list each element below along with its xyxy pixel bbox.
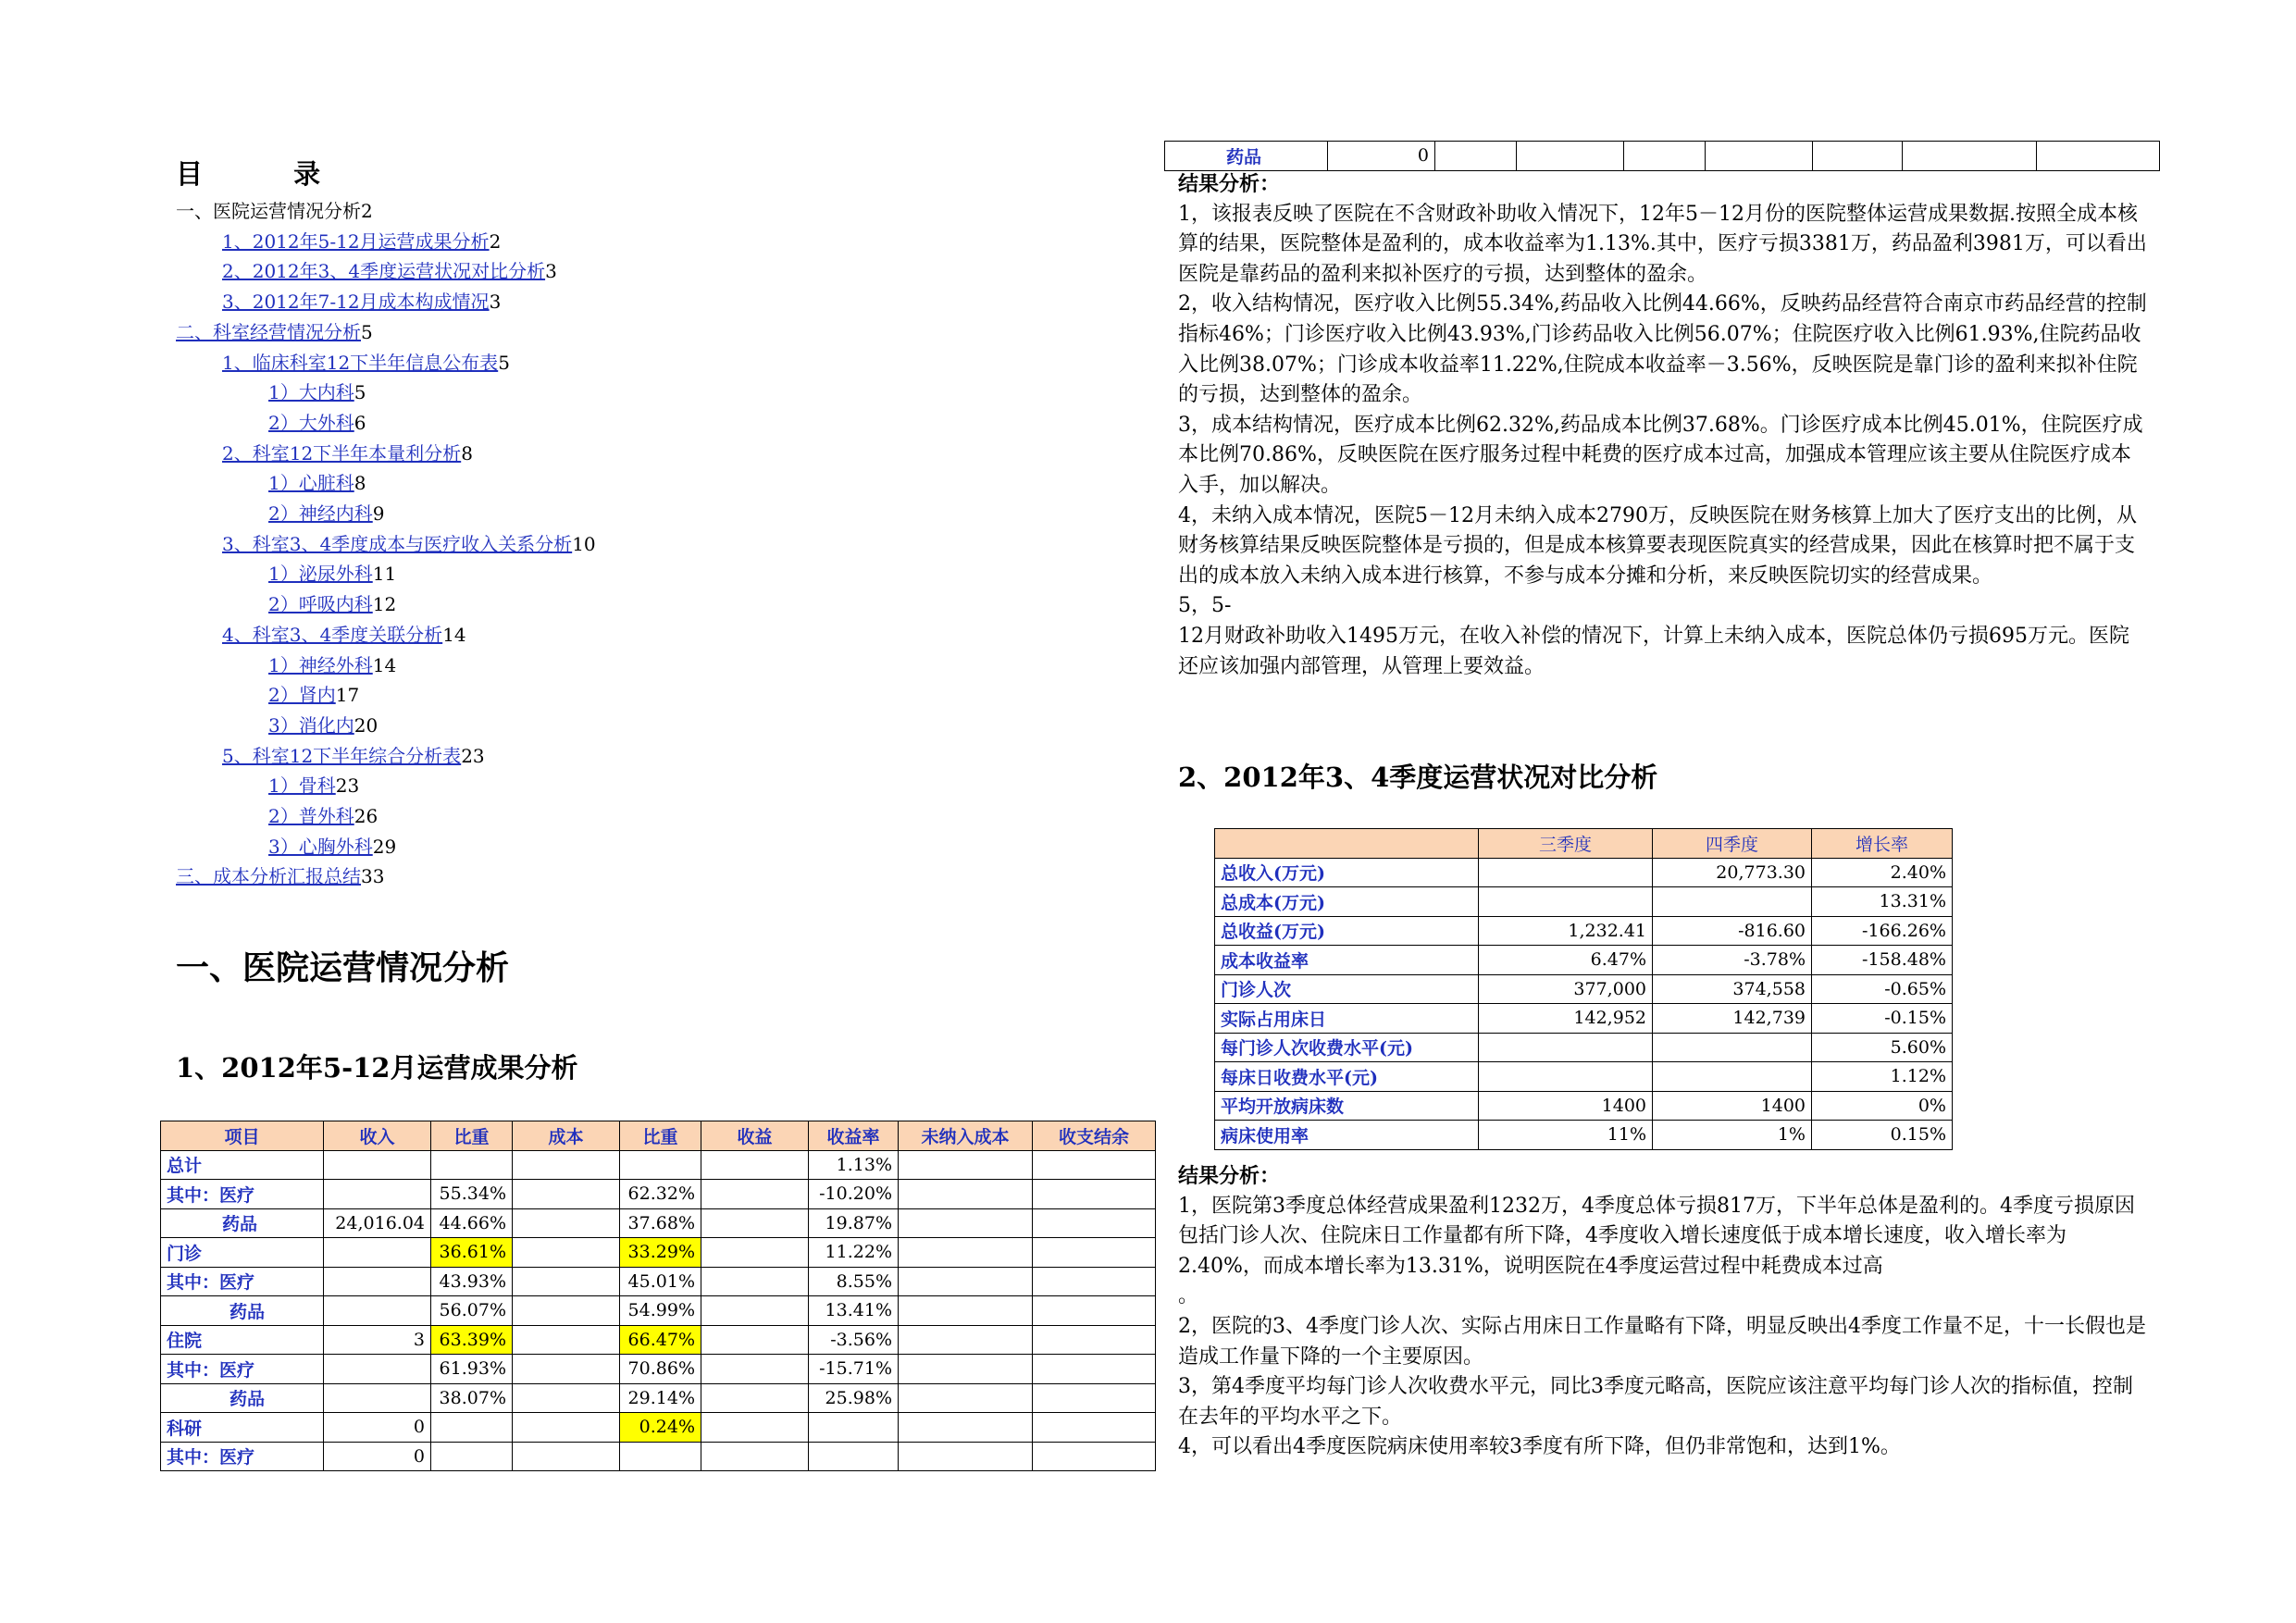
- toc-item: [176, 196, 596, 227]
- table-cell: [513, 1150, 620, 1180]
- table-row: [1215, 916, 1953, 946]
- table-row: [1215, 1033, 1953, 1062]
- toc-link[interactable]: 1、临床科室12下半年信息公布表: [222, 351, 499, 374]
- toc-link[interactable]: 3、科室3、4季度成本与医疗收入关系分析: [222, 532, 573, 555]
- toc-link[interactable]: 二、科室经营情况分析: [176, 320, 361, 343]
- table-cell: [1479, 1062, 1653, 1092]
- column-header: 比重: [431, 1121, 513, 1151]
- analysis-paragraph: 5，5-: [1178, 594, 1232, 618]
- toc-item: [176, 861, 596, 892]
- toc-page-number: 23: [461, 744, 485, 767]
- column-header: 收入: [324, 1121, 431, 1151]
- analysis-paragraph: 12月财政补助收入1495万元，在收入补偿的情况下，计算上未纳入成本，医院总体仍亏损695万元。医院还应该加强内部管理，从管理上要效益。: [1178, 624, 2129, 678]
- table-cell: -0.15%: [1812, 1004, 1953, 1034]
- toc-item: [176, 408, 596, 439]
- table-cell: [1033, 1383, 1156, 1413]
- table-cell: 36.61%: [431, 1238, 513, 1268]
- table-cell: [899, 1238, 1033, 1268]
- table-cell: 29.14%: [620, 1383, 701, 1413]
- table-cell: [620, 1442, 701, 1471]
- table-cell: [324, 1383, 431, 1413]
- table-cell: [513, 1355, 620, 1384]
- table-row: [1215, 858, 1953, 887]
- table-cell: [2037, 142, 2160, 171]
- analysis-paragraph: 1，医院第3季度总体经营成果盈利1232万，4季度总体亏损817万，下半年总体是盈利的。4季度亏损原因包括门诊人次、住院床日工作量都有所下降，4季度收入增长速度低于成本增长速度，收入增长率为2.40%，而成本增长率为13.31%，说明医院在4季度运营过程中耗费成本过高: [1178, 1194, 2135, 1278]
- table-cell: -816.60: [1653, 916, 1812, 946]
- toc-page-number: 5: [354, 381, 366, 404]
- table-cell: 0: [324, 1442, 431, 1471]
- table-cell: 1,232.41: [1479, 916, 1653, 946]
- toc-page-number: 12: [372, 593, 397, 616]
- table-cell: 24,016.04: [324, 1208, 431, 1238]
- column-header: 收益: [701, 1121, 809, 1151]
- column-header: 收支结余: [1033, 1121, 1156, 1151]
- table-cell: [513, 1180, 620, 1209]
- section-1-heading: 一、医院运营情况分析: [176, 948, 510, 987]
- table-row: [1215, 1121, 1953, 1150]
- table-header-row: [161, 1121, 1156, 1151]
- table-cell: [701, 1325, 809, 1355]
- table-cell: [513, 1383, 620, 1413]
- analysis-paragraph: 3，第4季度平均每门诊人次收费水平元，同比3季度元略高，医院应该注意平均每门诊人次的指标值，控制在去年的平均水平之下。: [1178, 1375, 2133, 1429]
- table-cell: [1624, 142, 1706, 171]
- table-cell: 45.01%: [620, 1267, 701, 1296]
- table-cell: [701, 1296, 809, 1326]
- toc-link[interactable]: 3）心胸外科: [268, 835, 373, 858]
- table-cell: [513, 1442, 620, 1471]
- table-cell: [513, 1238, 620, 1268]
- table-of-contents: [176, 196, 596, 892]
- toc-item: [176, 771, 596, 801]
- table-cell: 1.12%: [1812, 1062, 1953, 1092]
- table-row: [161, 1383, 1156, 1413]
- row-label: 药品: [1165, 142, 1328, 171]
- table-cell: [899, 1180, 1033, 1209]
- table-row: [1215, 1062, 1953, 1092]
- analysis-paragraph: 。: [1178, 1284, 1199, 1308]
- row-label: 其中：医疗: [161, 1442, 324, 1471]
- toc-item: [176, 287, 596, 317]
- table-cell: [701, 1355, 809, 1384]
- table-cell: 1%: [1653, 1121, 1812, 1150]
- table-cell: 25.98%: [809, 1383, 899, 1413]
- toc-item: [176, 227, 596, 257]
- table-row: [1215, 1004, 1953, 1034]
- table-cell: [899, 1355, 1033, 1384]
- table-cell: [701, 1413, 809, 1443]
- toc-link[interactable]: 2）神经内科: [268, 502, 373, 526]
- toc-item: [176, 589, 596, 620]
- table-cell: [1435, 142, 1517, 171]
- column-header: 三季度: [1479, 829, 1653, 859]
- table-cell: 44.66%: [431, 1208, 513, 1238]
- toc-link[interactable]: 5、科室12下半年综合分析表: [222, 744, 462, 767]
- row-label: 药品: [161, 1383, 324, 1413]
- table-cell: 13.41%: [809, 1296, 899, 1326]
- analysis-heading: 结果分析：: [1178, 1164, 1281, 1188]
- toc-page-number: 3: [545, 260, 557, 283]
- table-row: [161, 1355, 1156, 1384]
- table-cell: [701, 1442, 809, 1471]
- row-label: 实际占用床日: [1215, 1004, 1479, 1034]
- table-cell: [1653, 1033, 1812, 1062]
- table-row: [1215, 887, 1953, 917]
- table-cell: [324, 1180, 431, 1209]
- table-cell: [1033, 1442, 1156, 1471]
- toc-item: [176, 801, 596, 832]
- table-cell: [701, 1267, 809, 1296]
- toc-item: [176, 499, 596, 529]
- table-cell: 1400: [1653, 1091, 1812, 1121]
- toc-link[interactable]: 1）骨科: [268, 774, 336, 798]
- table-row: [161, 1325, 1156, 1355]
- toc-item: [176, 256, 596, 287]
- table-row: [161, 1238, 1156, 1268]
- table-cell: [1033, 1208, 1156, 1238]
- toc-link[interactable]: 2、科室12下半年本量利分析: [222, 441, 462, 465]
- results-analysis-1: [1178, 169, 2148, 682]
- toc-link[interactable]: 2、2012年3、4季度运营状况对比分析: [222, 260, 546, 283]
- toc-page-number: 5: [498, 351, 510, 374]
- row-label: 总收益(万元): [1215, 916, 1479, 946]
- table-cell: [701, 1208, 809, 1238]
- toc-link[interactable]: 三、成本分析汇报总结: [176, 865, 361, 888]
- toc-page-number: 17: [335, 684, 360, 707]
- table-cell: 1.13%: [809, 1150, 899, 1180]
- toc-link[interactable]: 3、2012年7-12月成本构成情况: [222, 291, 490, 314]
- table-row: [161, 1150, 1156, 1180]
- row-label: 每床日收费水平(元): [1215, 1062, 1479, 1092]
- toc-page-number: 8: [461, 441, 473, 465]
- toc-page-number: 3: [489, 291, 502, 314]
- toc-item: [176, 711, 596, 741]
- table-cell: [513, 1296, 620, 1326]
- table-row: [1215, 1091, 1953, 1121]
- toc-item: [176, 650, 596, 681]
- table-cell: 54.99%: [620, 1296, 701, 1326]
- table-cell: 63.39%: [431, 1325, 513, 1355]
- row-label: 总收入(万元): [1215, 858, 1479, 887]
- table-cell: [1033, 1150, 1156, 1180]
- toc-item: [176, 348, 596, 378]
- table-cell: 1400: [1479, 1091, 1653, 1121]
- table-cell: [1033, 1296, 1156, 1326]
- table-cell: [431, 1413, 513, 1443]
- table-cell: [324, 1238, 431, 1268]
- table-cell: [1033, 1355, 1156, 1384]
- table-cell: [324, 1296, 431, 1326]
- row-label: 平均开放病床数: [1215, 1091, 1479, 1121]
- row-label: 门诊人次: [1215, 974, 1479, 1004]
- table-cell: 0.15%: [1812, 1121, 1953, 1150]
- table-cell: 2.40%: [1812, 858, 1953, 887]
- toc-page-number: 2: [361, 200, 373, 222]
- toc-item: [176, 620, 596, 650]
- subsection-1-heading: 1、2012年5-12月运营成果分析: [176, 1052, 578, 1084]
- table-cell: [1653, 887, 1812, 917]
- toc-page-number: 11: [372, 563, 397, 586]
- row-label: 病床使用率: [1215, 1121, 1479, 1150]
- row-label: 成本收益率: [1215, 946, 1479, 975]
- table-cell: 6.47%: [1479, 946, 1653, 975]
- table-cell: [1706, 142, 1813, 171]
- row-label: 总成本(万元): [1215, 887, 1479, 917]
- table-cell: [1033, 1180, 1156, 1209]
- table-cell: [431, 1442, 513, 1471]
- table-cell: 43.93%: [431, 1267, 513, 1296]
- analysis-heading: 结果分析：: [1178, 172, 1281, 196]
- table-cell: [1813, 142, 1903, 171]
- table-cell: 70.86%: [620, 1355, 701, 1384]
- table-header-row: [1215, 829, 1953, 859]
- toc-link[interactable]: 1）泌尿外科: [268, 563, 373, 586]
- toc-link[interactable]: 2）肾内: [268, 684, 336, 707]
- table-cell: [1479, 887, 1653, 917]
- table-cell: [701, 1180, 809, 1209]
- table-row: [161, 1413, 1156, 1443]
- table-cell: [701, 1383, 809, 1413]
- table-cell: [899, 1413, 1033, 1443]
- table-cell: [899, 1150, 1033, 1180]
- column-header: 项目: [161, 1121, 324, 1151]
- table-cell: [620, 1150, 701, 1180]
- toc-page-number: 14: [372, 653, 397, 676]
- row-label: 住院: [161, 1325, 324, 1355]
- toc-item: [176, 378, 596, 408]
- quarter-comparison-table: [1214, 828, 1953, 1150]
- table-cell: [1479, 858, 1653, 887]
- analysis-paragraph: 4，未纳入成本情况，医院5－12月未纳入成本2790万，反映医院在财务核算上加大了医疗支出的比例，从财务核算结果反映医院整体是亏损的，但是成本核算要表现医院真实的经营成果，因此在核算时把不属于支出的成本放入未纳入成本进行核算，不参与成本分摊和分析，来反映医院切实的经营成果。: [1178, 503, 2137, 588]
- table-row: [1215, 974, 1953, 1004]
- subsection-2-heading: 2、2012年3、4季度运营状况对比分析: [1178, 762, 1658, 793]
- table-cell: [513, 1413, 620, 1443]
- table-cell: -166.26%: [1812, 916, 1953, 946]
- column-header: 比重: [620, 1121, 701, 1151]
- table-cell: 37.68%: [620, 1208, 701, 1238]
- toc-item: [176, 832, 596, 862]
- table-row: [161, 1296, 1156, 1326]
- toc-link[interactable]: 2）普外科: [268, 805, 354, 828]
- table-cell: 3: [324, 1325, 431, 1355]
- table-cell: [1517, 142, 1624, 171]
- table-cell: 56.07%: [431, 1296, 513, 1326]
- table-cell: 19.87%: [809, 1208, 899, 1238]
- table-cell: 0%: [1812, 1091, 1953, 1121]
- toc-link[interactable]: 2）大外科: [268, 411, 354, 434]
- row-label: 其中：医疗: [161, 1267, 324, 1296]
- table-cell: [701, 1238, 809, 1268]
- table-cell: [1033, 1238, 1156, 1268]
- toc-title: 目 录: [176, 158, 362, 190]
- analysis-paragraph: 2，医院的3、4季度门诊人次、实际占用床日工作量略有下降，明显反映出4季度工作量不足，十一长假也是造成工作量下降的一个主要原因。: [1178, 1314, 2146, 1369]
- analysis-paragraph: 2，收入结构情况，医疗收入比例55.34%,药品收入比例44.66%，反映药品经营符合南京市药品经营的控制指标46%；门诊医疗收入比例43.93%,门诊药品收入比例56.07%；住院医疗收入比例61.93%,住院药品收入比例38.07%；门诊成本收益率11.22%,住院成本收益率－3.56%，反映医院是靠门诊的盈利来拟补住院的亏损，达到整体的盈余。: [1178, 292, 2147, 407]
- toc-page-number: 23: [335, 774, 360, 798]
- table-cell: [899, 1442, 1033, 1471]
- table-cell: [1653, 1062, 1812, 1092]
- operating-results-table-continued: [1164, 141, 2160, 171]
- column-header: 收益率: [809, 1121, 899, 1151]
- table-cell: [513, 1208, 620, 1238]
- table-cell: [899, 1208, 1033, 1238]
- table-cell: [899, 1296, 1033, 1326]
- toc-item: [176, 529, 596, 560]
- toc-item: [176, 468, 596, 499]
- table-cell: 374,558: [1653, 974, 1812, 1004]
- toc-page-number: 10: [572, 532, 596, 555]
- row-label: 门诊: [161, 1238, 324, 1268]
- table-cell: [899, 1267, 1033, 1296]
- column-header: 四季度: [1653, 829, 1812, 859]
- column-header: 未纳入成本: [899, 1121, 1033, 1151]
- toc-page-number: 2: [489, 229, 502, 253]
- table-cell: -3.56%: [809, 1325, 899, 1355]
- table-cell: [324, 1267, 431, 1296]
- table-cell: 142,739: [1653, 1004, 1812, 1034]
- table-cell: [899, 1325, 1033, 1355]
- row-label: 其中：医疗: [161, 1355, 324, 1384]
- table-row: [161, 1442, 1156, 1471]
- table-cell: 0.24%: [620, 1413, 701, 1443]
- row-label: 药品: [161, 1296, 324, 1326]
- table-cell: [1033, 1267, 1156, 1296]
- toc-item: [176, 439, 596, 469]
- table-cell: -3.78%: [1653, 946, 1812, 975]
- table-cell: 20,773.30: [1653, 858, 1812, 887]
- table-cell: [809, 1442, 899, 1471]
- toc-item: [176, 680, 596, 711]
- table-cell: -0.65%: [1812, 974, 1953, 1004]
- table-cell: [1033, 1325, 1156, 1355]
- row-label: 总计: [161, 1150, 324, 1180]
- table-cell: 38.07%: [431, 1383, 513, 1413]
- table-cell: 66.47%: [620, 1325, 701, 1355]
- table-row: [161, 1208, 1156, 1238]
- toc-link[interactable]: 1）神经外科: [268, 653, 373, 676]
- analysis-paragraph: 3，成本结构情况，医疗成本比例62.32%,药品成本比例37.68%。门诊医疗成本比例45.01%，住院医疗成本比例70.86%，反映医院在医疗服务过程中耗费的医疗成本过高，加强成本管理应该主要从住院医疗成本入手，加以解决。: [1178, 413, 2143, 497]
- toc-page-number: 14: [442, 623, 466, 646]
- table-cell: -158.48%: [1812, 946, 1953, 975]
- table-row: [1165, 142, 2160, 171]
- column-header: 增长率: [1812, 829, 1953, 859]
- table-row: [161, 1180, 1156, 1209]
- toc-item: [176, 741, 596, 772]
- toc-page-number: 20: [354, 713, 379, 737]
- table-cell: 11.22%: [809, 1238, 899, 1268]
- table-cell: [513, 1325, 620, 1355]
- table-cell: -10.20%: [809, 1180, 899, 1209]
- table-cell: [1903, 142, 2037, 171]
- column-header: 成本: [513, 1121, 620, 1151]
- table-cell: 55.34%: [431, 1180, 513, 1209]
- table-cell: 11%: [1479, 1121, 1653, 1150]
- analysis-paragraph: 4，可以看出4季度医院病床使用率较3季度有所下降，但仍非常饱和，达到1%。: [1178, 1435, 1901, 1459]
- row-label: 每门诊人次收费水平(元): [1215, 1033, 1479, 1062]
- toc-page-number: 26: [354, 805, 379, 828]
- analysis-paragraph: 1，该报表反映了医院在不含财政补助收入情况下，12年5－12月份的医院整体运营成果数据.按照全成本核算的结果，医院整体是盈利的，成本收益率为1.13%.其中，医疗亏损3381万，药品盈利3981万，可以看出医院是靠药品的盈利来拟补医疗的亏损，达到整体的盈余。: [1178, 202, 2147, 286]
- toc-link[interactable]: 3）消化内: [268, 713, 354, 737]
- toc-page-number: 9: [372, 502, 385, 526]
- toc-link[interactable]: 2）呼吸内科: [268, 593, 373, 616]
- table-cell: 0: [324, 1413, 431, 1443]
- table-cell: [1033, 1413, 1156, 1443]
- toc-link[interactable]: 1）大内科: [268, 381, 354, 404]
- table-cell: 142,952: [1479, 1004, 1653, 1034]
- table-cell: [324, 1150, 431, 1180]
- row-label: 科研: [161, 1413, 324, 1443]
- table-cell: [513, 1267, 620, 1296]
- table-cell: 0: [1328, 142, 1435, 171]
- toc-link[interactable]: 一、医院运营情况分析: [176, 200, 361, 222]
- toc-page-number: 29: [372, 835, 397, 858]
- toc-link[interactable]: 1、2012年5-12月运营成果分析: [222, 229, 490, 253]
- table-row: [1215, 946, 1953, 975]
- toc-page-number: 33: [361, 865, 385, 888]
- table-row: [161, 1267, 1156, 1296]
- toc-page-number: 8: [354, 472, 366, 495]
- table-cell: 377,000: [1479, 974, 1653, 1004]
- table-cell: [324, 1355, 431, 1384]
- table-cell: [1479, 1033, 1653, 1062]
- column-header: [1215, 829, 1479, 859]
- row-label: 其中：医疗: [161, 1180, 324, 1209]
- toc-item: [176, 317, 596, 348]
- table-cell: 5.60%: [1812, 1033, 1953, 1062]
- operating-results-table: [160, 1121, 1156, 1471]
- table-cell: [701, 1150, 809, 1180]
- toc-link[interactable]: 1）心脏科: [268, 472, 354, 495]
- table-cell: [431, 1150, 513, 1180]
- toc-item: [176, 559, 596, 589]
- table-cell: -15.71%: [809, 1355, 899, 1384]
- row-label: 药品: [161, 1208, 324, 1238]
- results-analysis-2: [1178, 1161, 2148, 1463]
- toc-page-number: 5: [361, 320, 373, 343]
- table-cell: 8.55%: [809, 1267, 899, 1296]
- table-cell: 61.93%: [431, 1355, 513, 1384]
- table-cell: [809, 1413, 899, 1443]
- table-cell: 33.29%: [620, 1238, 701, 1268]
- table-cell: [899, 1383, 1033, 1413]
- toc-link[interactable]: 4、科室3、4季度关联分析: [222, 623, 443, 646]
- table-cell: 13.31%: [1812, 887, 1953, 917]
- table-cell: 62.32%: [620, 1180, 701, 1209]
- toc-page-number: 6: [354, 411, 366, 434]
